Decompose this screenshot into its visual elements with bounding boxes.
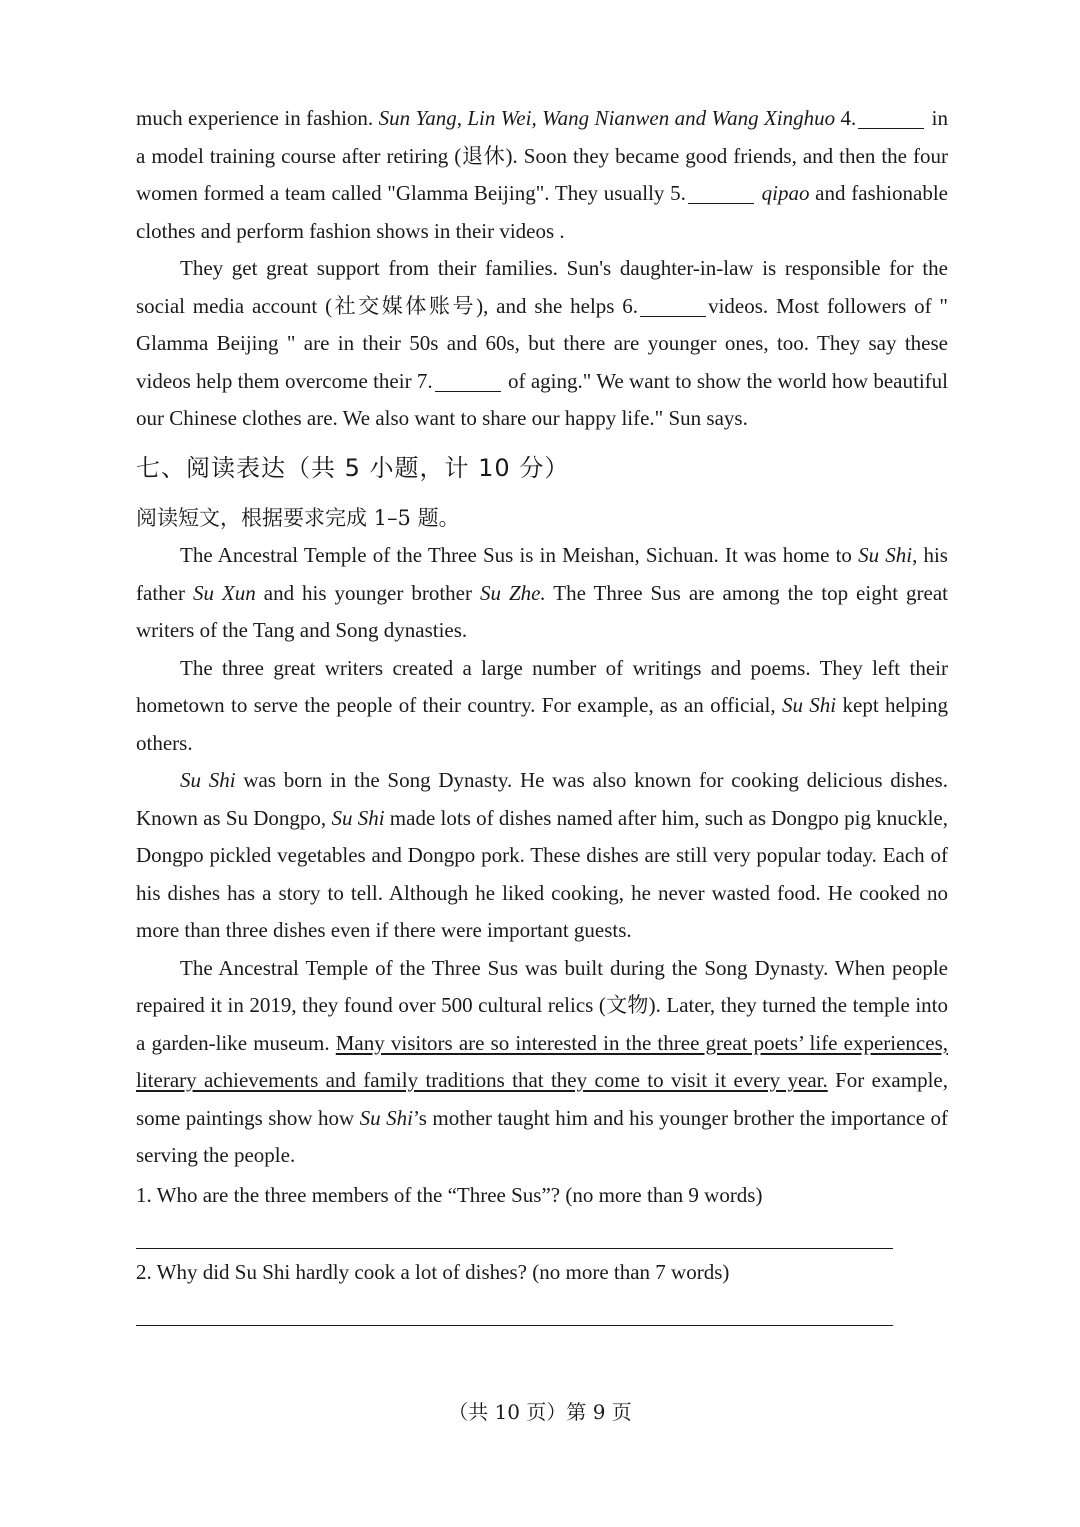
passage-paragraph-1: The Ancestral Temple of the Three Sus is in Meishan, Sichuan. It was home to Su Shi, his father Su Xun and his younger brother Su Zhe. The Three Sus are among the top eight great writers of the Tang and Song dynasties. [136, 543, 948, 642]
reading-passage [136, 537, 948, 1175]
passage-paragraph-3: Su Shi was born in the Song Dynasty. He was also known for cooking delicious dishes. Known as Su Dongpo, Su Shi made lots of dishes named after him, such as Dongpo pig knuckle, Dongpo pickled vegetables and Dongpo pork. These dishes are still very popular today. Each of his dishes has a story to tell. Although he liked cooking, he never wasted food. He cooked no more than three dishes even if there were important guests. [136, 768, 948, 942]
answer-line-2[interactable] [136, 1325, 893, 1326]
section-instructions: 阅读短文，根据要求完成 1–5 题。 [136, 506, 460, 530]
blank-7[interactable] [435, 370, 501, 392]
top-paragraph-1: much experience in fashion. Sun Yang, Lin Wei, Wang Nianwen and Wang Xinghuo 4. in a model training course after retiring (退休). Soon they became good friends, and then the four women formed a team called "Glamma Beijing". They usually 5. qipao and fashionable clothes and perform fashion shows in their videos . [136, 106, 949, 243]
answer-line-1[interactable] [136, 1248, 893, 1249]
blank-6[interactable] [640, 295, 706, 317]
passage-paragraph-4: The Ancestral Temple of the Three Sus was built during the Song Dynasty. When people repaired it in 2019, they found over 500 cultural relics (文物). Later, they turned the temple into a garden-like museum. Many visitors are so interested in the three great poets’ life experiences, literary achievements and family traditions that they come to visit it every year. For example, some paintings show how Su Shi’s mother taught him and his younger brother the importance of serving the people. [136, 955, 948, 1167]
page-footer: （共 10 页）第 9 页 [448, 1400, 632, 1424]
passage-paragraph-2: The three great writers created a large number of writings and poems. They left their hometown to serve the people of their country. For example, as an official, Su Shi kept helping others. [136, 655, 948, 755]
blank-5[interactable] [688, 182, 754, 204]
question-2: 2. Why did Su Shi hardly cook a lot of dishes? (no more than 7 words) [136, 1260, 730, 1284]
top-passage [136, 100, 948, 438]
top-paragraph-2: They get great support from their families. Sun's daughter-in-law is responsible for the social media account (社交媒体账号), and she helps 6. videos. Most followers of " Glamma Beijing " are in their 50s and 60s, but there are younger ones, too. They say these videos help them overcome their 7. of aging." We want to show the world how beautiful our Chinese clothes are. We also want to share our happy life." Sun says. [136, 256, 949, 430]
section-title: 七、阅读表达（共 5 小题，计 10 分） [136, 454, 570, 482]
question-1: 1. Who are the three members of the “Three Sus”? (no more than 9 words) [136, 1183, 763, 1207]
blank-4[interactable] [858, 107, 924, 129]
underlined-sentence: Many visitors are so interested in the three great poets’ life experiences, literary achievements and family traditions that they come to visit it every year. [136, 1030, 948, 1092]
